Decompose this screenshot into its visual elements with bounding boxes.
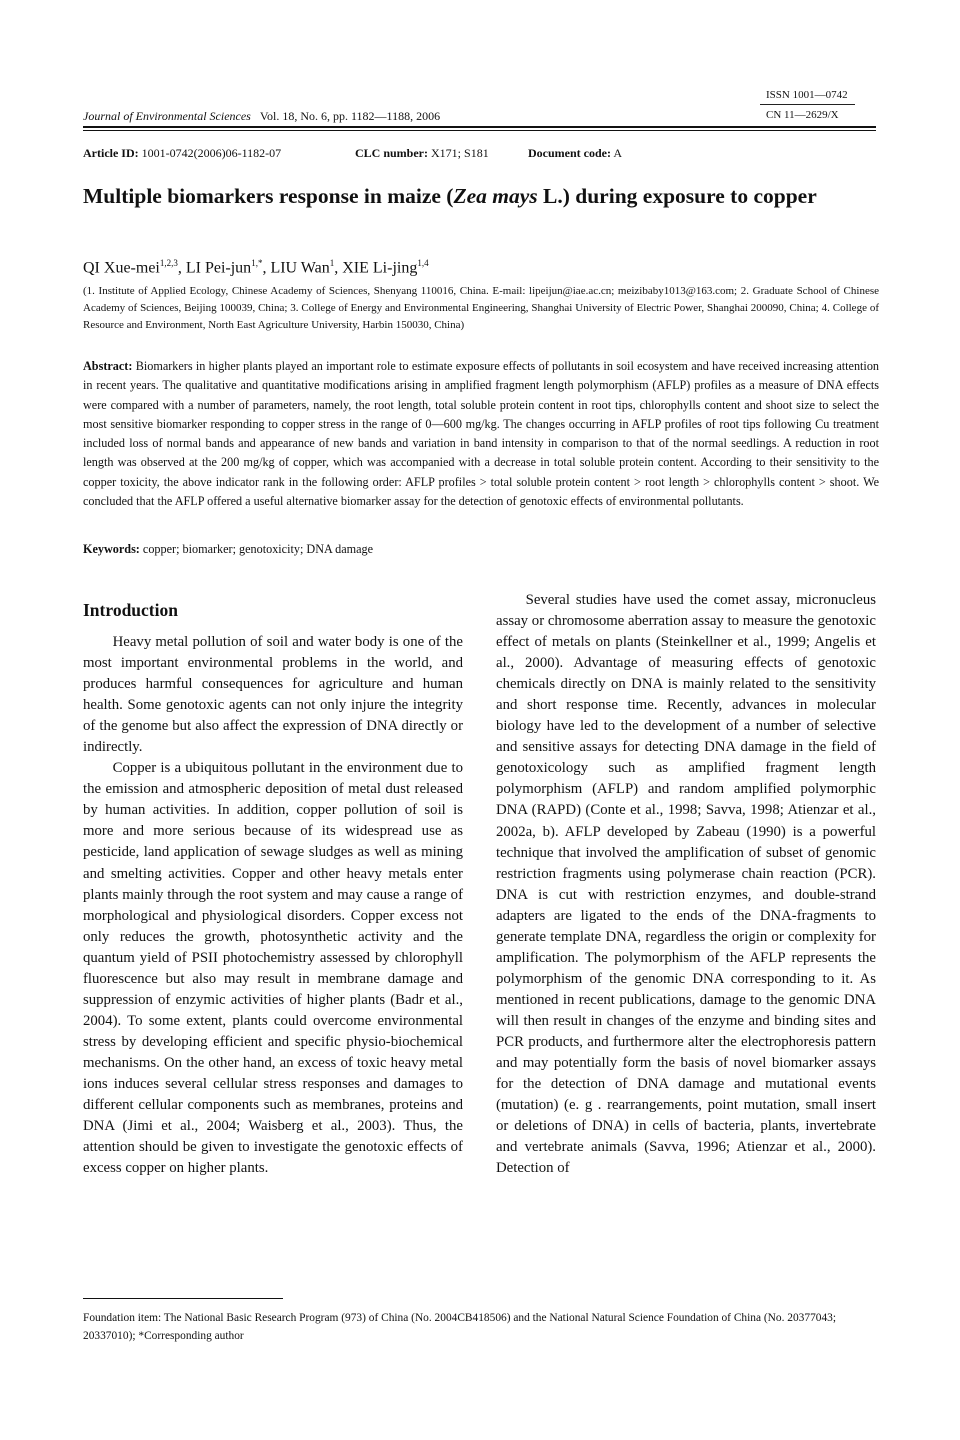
cn-number: CN 11—2629/X — [766, 109, 839, 121]
paragraph: Copper is a ubiquitous pollutant in the environment due to the emission and atmospheric deposition of metal dust released by human activities. In addition, copper pollution of soil is more and more serious because of its widespread use as pesticide, land application of sewage sludges as well as mining and smelting activities. Copper and other heavy metals enter plants mainly through the root system and may cause a range of morphological and physiological disorders. Copper excess not only reduces the growth, photosynthetic activity and the quantum yield of PSII photochemistry assessed by chlorophyll fluorescence but also may result in membrane damage and suppression of enzymic activities of higher plants (Badr et al., 2004). To some extent, plants could overcome environmental stress by developing efficient and specific physio-biochemical mechanisms. On the other hand, an excess of toxic heavy metal ions induces several cellular stress responses and damages to different cellular components such as membranes, proteins and DNA (Jimi et al., 2004; Waisberg et al., 2003). Thus, the attention should be given to investigate the genotoxic effects of excess copper on higher plants. — [83, 760, 463, 1177]
article-id-label: Article ID: — [83, 146, 139, 160]
article-id — [83, 146, 281, 161]
abstract — [83, 357, 879, 511]
clc-label: CLC number: — [355, 146, 429, 160]
title-text: Multiple biomarkers response in maize ( — [83, 184, 454, 208]
author-affil-marker: 1 — [329, 258, 335, 268]
keywords-label: Keywords: — [83, 542, 140, 556]
footnote-rule — [83, 1298, 283, 1299]
keywords-text: copper; biomarker; genotoxicity; DNA damage — [142, 542, 374, 556]
paragraph: Heavy metal pollution of soil and water body is one of the most important environmental problems in the world, and produces harmful consequences for agriculture and human health. Some genotoxic agents can not only injure the integrity of the genome but also affect the expression of DNA directly or indirectly. — [83, 634, 463, 756]
paper-title — [83, 182, 873, 210]
title-text-end: L.) during exposure to copper — [537, 184, 817, 208]
article-id-value: 1001-0742(2006)06-1182-07 — [141, 146, 282, 160]
author-affil-marker: 1,4 — [417, 258, 429, 268]
header-rule-thin — [83, 130, 876, 131]
journal-citation — [83, 109, 440, 124]
author-name: QI Xue-mei — [83, 259, 160, 277]
abstract-text: Biomarkers in higher plants played an important role to estimate exposure effects of pollutants in soil ecosystem and have received increasing attention in recent years. The qualitative and quantitative modifications arising in amplified fragment length polymorphism (AFLP) profiles as a measure of DNA effects were compared with a number of parameters, namely, the root length, total soluble protein content in root tips, chlorophylls content and shoot size to select the most sensitive biomarker responding to copper stress in the range of 0—600 mg/kg. The changes occurring in AFLP profiles of root tips following Cu treatment included loss of normal bands and appearance of new bands and variation in band intensity in comparison to that of the normal seedlings. A reduction in root length was observed at the 200 mg/kg of copper, which was accompanied with a decrease in total soluble protein content. According to their sensitivity to the copper toxicity, the above indicator rank in the following order: AFLP profiles > total soluble protein content > root length > chlorophylls content > shoot. We concluded that the AFLP offered a useful alternative biomarker assay for the detection of genotoxic effects of environmental pollutants. — [83, 359, 880, 509]
journal-name: Journal of Environmental Sciences — [83, 109, 251, 123]
author-name: XIE Li-jing — [342, 259, 418, 277]
affiliations: (1. Institute of Applied Ecology, Chinese Academy of Sciences, Shenyang 110016, China. E-mail: lipeijun@iae.ac.cn; meizibaby1013@163.com; 2. Graduate School of Chinese Academy of Sciences, Beijing 100039, China; 3. College of Energy and Environmental Engineering, Shanghai University of Electric Power, Shanghai 200090, China; 4. College of Resource and Environment, North East Agriculture University, Harbin 150030, China) — [83, 285, 879, 331]
right-column — [496, 590, 876, 1179]
author-affil-marker: 1,2,3 — [159, 258, 178, 268]
author-affil-marker: 1,* — [251, 258, 263, 268]
keywords — [83, 542, 373, 557]
left-column — [83, 632, 463, 1179]
author-list: QI Xue-mei$^{1,2,3}$, LI Pei-jun$^{1,*}$, LIU Wan$^1$, XIE Li-jing$^{1,4}$ — [83, 258, 429, 277]
header-rule — [83, 126, 876, 128]
clc-number — [355, 146, 489, 161]
author-name: LIU Wan — [270, 259, 330, 277]
header-divider — [760, 104, 855, 105]
paragraph: Several studies have used the comet assay, micronucleus assay or chromosome aberration assay to measure the genotoxic effect of metals on plants (Steinkellner et al., 1999; Angelis et al., 2000). Advantage of measuring effects of genotoxic chemicals directly on DNA is mainly related to the sensitivity and short response time. Recently, advances in molecular biology have led to the development of a number of selective and sensitive assays for detecting DNA damage in the field of genotoxicology such as amplified fragment length polymorphism (AFLP) and random amplified polymorphic DNA (RAPD) (Conte et al., 1998; Savva, 1998; Atienzar et al., 2002a, b). AFLP developed by Zabeau (1990) is a powerful technique that involved the amplification of subset of genomic restriction fragments using polymerase chain reaction (PCR). DNA is cut with restriction enzymes, and double-strand adapters are ligated to the ends of the DNA-fragments to generate template DNA, regardless the origin or complexity for amplification. The polymorphism of the AFLP represents the polymorphism of the genomic DNA corresponding to it. As mentioned in recent publications, damage to the genomic DNA will then result in changes of the enzyme and binding sites and PCR products, and furthermore alter the electrophoresis pattern and may potentially form the basis of novel biomarker assays for the detection of DNA damage and mutational events (mutation) (e. g . rearrangements, point mutation, small insert or deletions of DNA) in cells of bacteria, plants, invertebrate and vertebrate animals (Savva, 1996; Atienzar et al., 2000). Detection of — [496, 592, 876, 1177]
clc-value: X171; S181 — [431, 146, 489, 160]
journal-volume: Vol. 18, No. 6, pp. 1182—1188, 2006 — [259, 109, 441, 123]
doc-code-label: Document code: — [528, 146, 611, 160]
issn: ISSN 1001—0742 — [766, 89, 848, 101]
section-heading: Introduction — [83, 600, 178, 620]
footnote: Foundation item: The National Basic Research Program (973) of China (No. 2004CB418506) and the National Natural Science Foundation of China (No. 20377043; 20337010); *Corresponding author — [83, 1312, 837, 1342]
author-name: LI Pei-jun — [185, 259, 252, 277]
document-code — [528, 146, 622, 161]
abstract-label: Abstract: — [83, 359, 133, 373]
doc-code-value: A — [613, 146, 622, 160]
title-species: Zea mays — [453, 184, 538, 208]
